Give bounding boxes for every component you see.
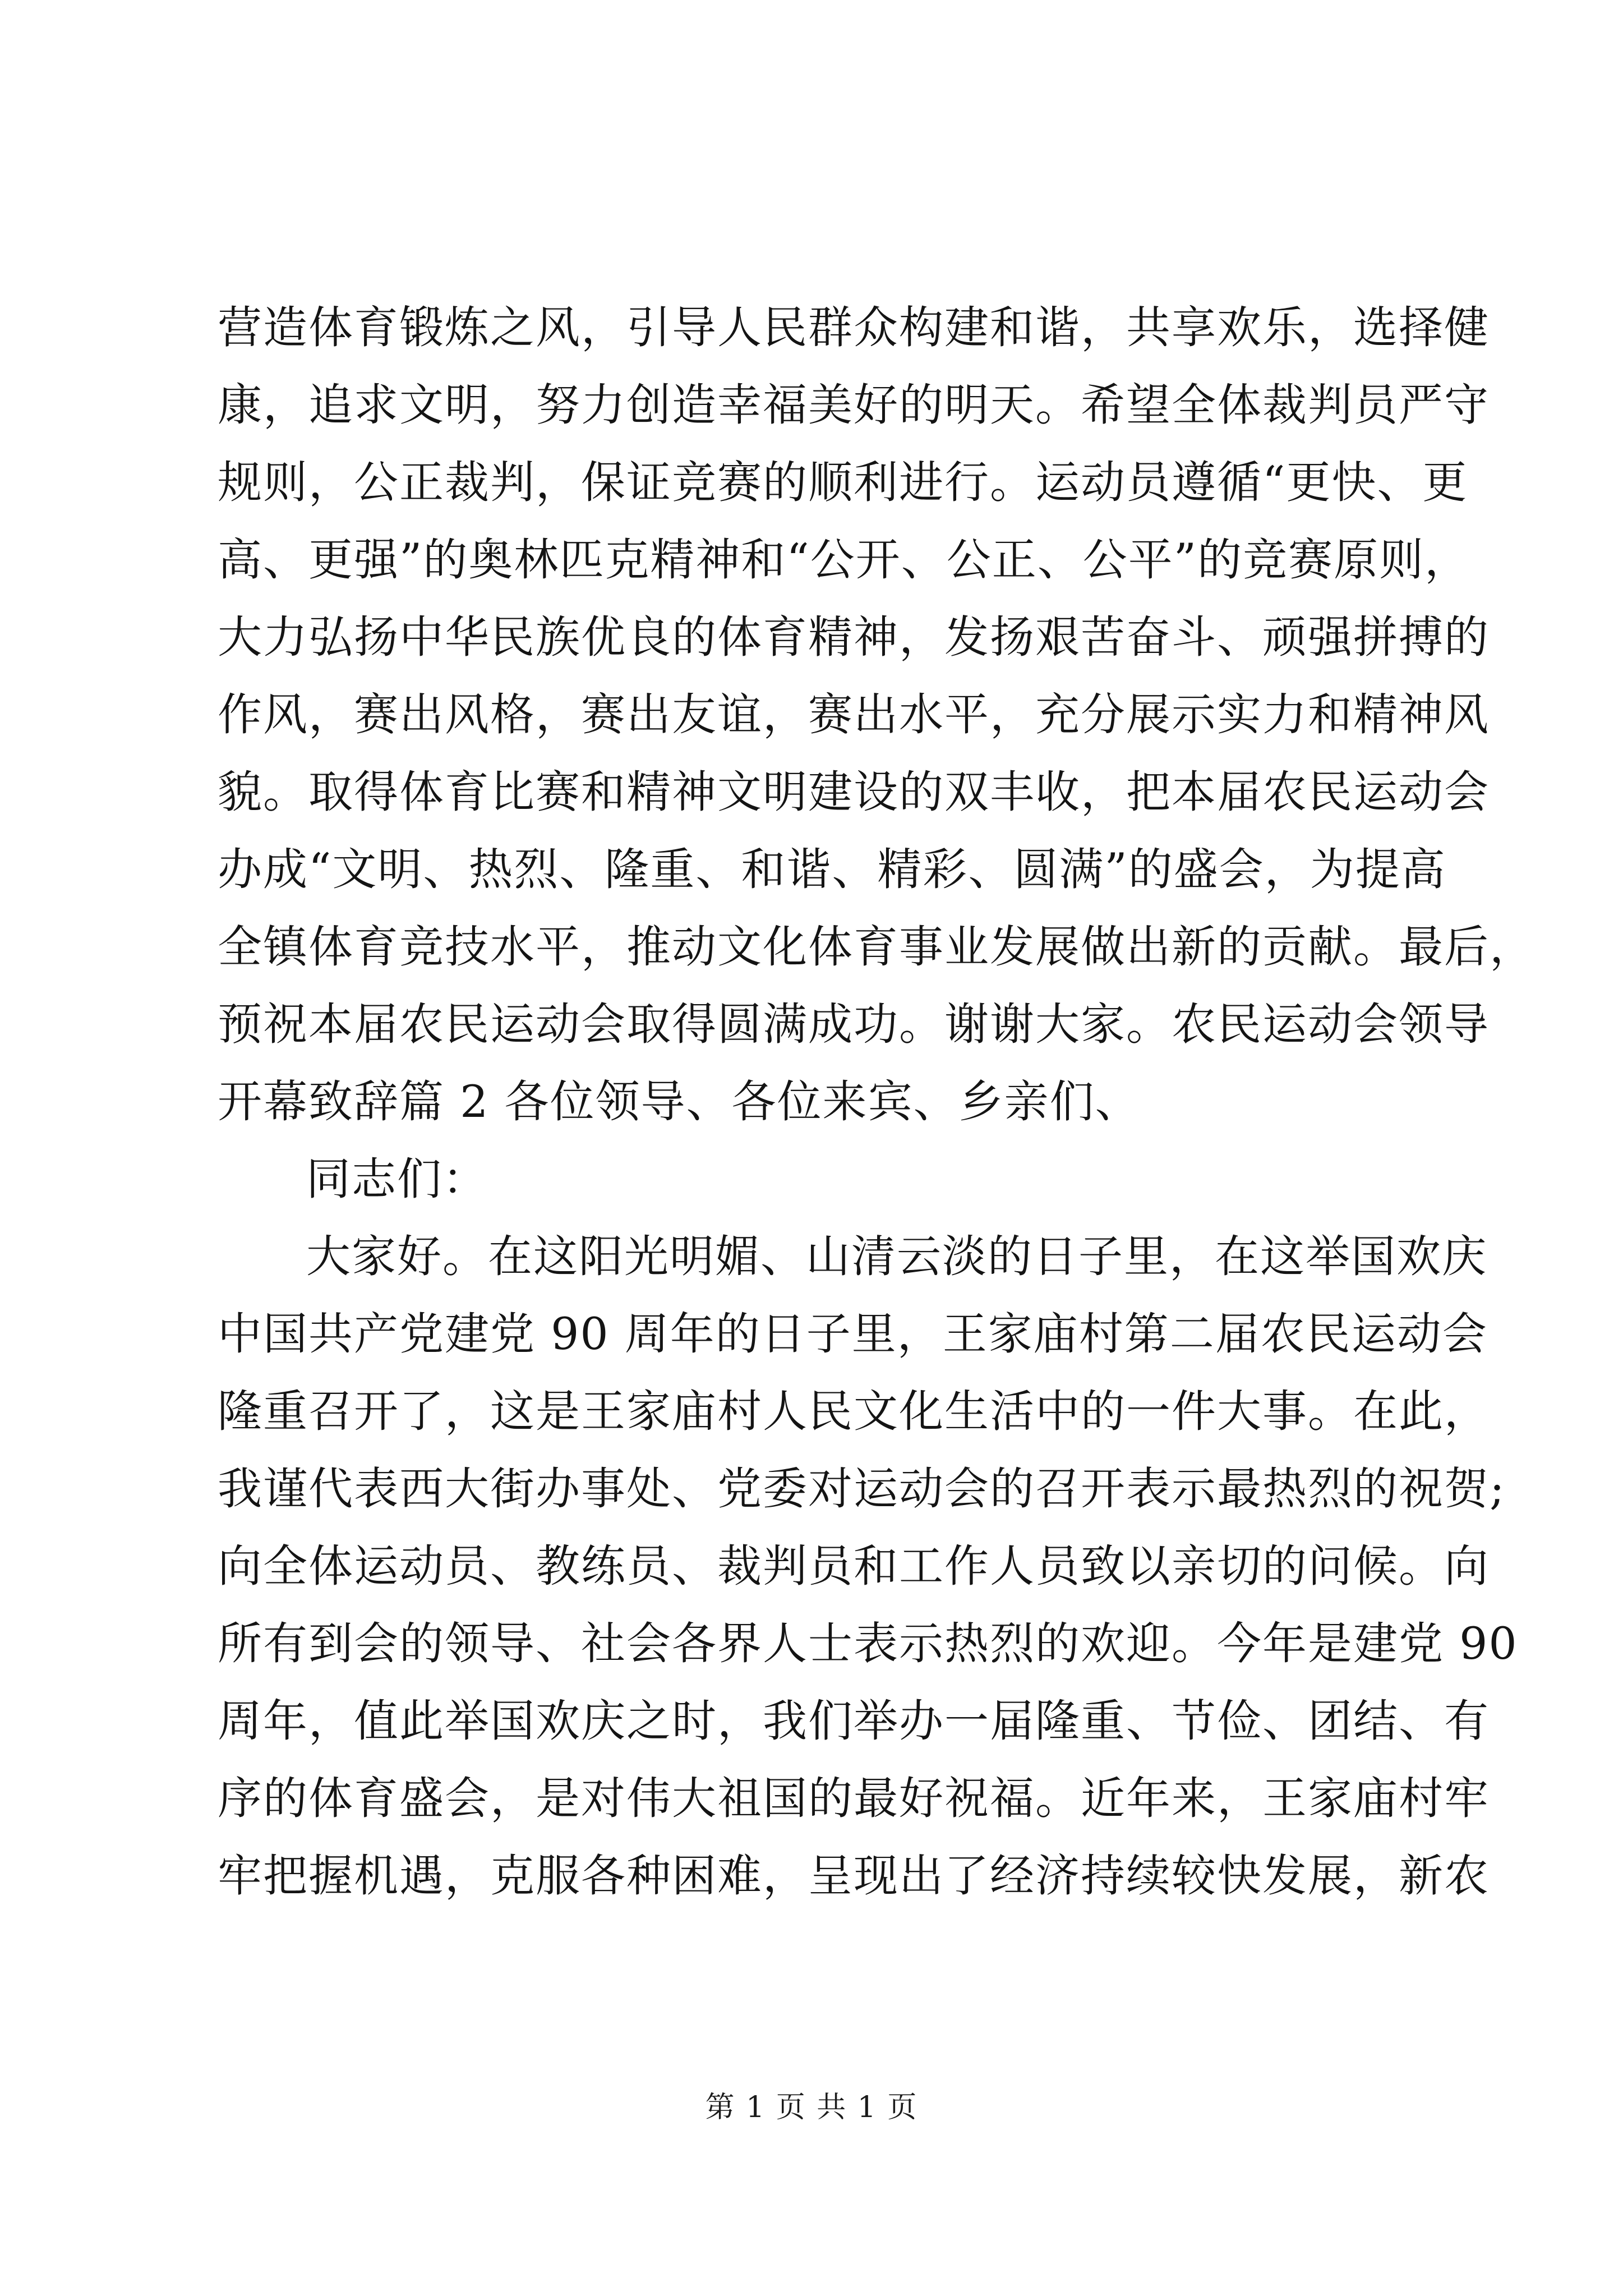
text-line: 大家好。在这阳光明媚、山清云淡的日子里，在这举国欢庆 [306,1231,1487,1282]
text-line: 作风，赛出风格，赛出友谊，赛出水平，充分展示实力和精神风 [218,689,1490,740]
paragraph-3 [218,1218,1518,1915]
text-line: 牢把握机遇，克服各种困难，呈现出了经济持续较快发展，新农 [218,1850,1490,1902]
paragraph-1 [218,289,1535,1140]
text-line: 隆重召开了，这是王家庙村人民文化生活中的一件大事。在此， [218,1386,1490,1437]
text-line: 办成“文明、热烈、隆重、和谐、精彩、圆满”的盛会，为提高 [218,844,1446,895]
text-line: 周年，值此举国欢庆之时，我们举办一届隆重、节俭、团结、有 [218,1695,1490,1747]
text-line: 中国共产党建党 90 周年的日子里，王家庙村第二届农民运动会 [218,1308,1488,1360]
document-body [218,289,1535,1915]
text-line: 预祝本届农民运动会取得圆满成功。谢谢大家。农民运动会领导 [218,999,1490,1050]
text-line: 向全体运动员、教练员、裁判员和工作人员致以亲切的问候。向 [218,1540,1490,1592]
text-line: 序的体育盛会，是对伟大祖国的最好祝福。近年来，王家庙村牢 [218,1773,1490,1824]
text-line: 开幕致辞篇 2 各位领导、各位来宾、乡亲们、 [218,1076,1141,1128]
paragraph-2 [218,1140,1423,1218]
text-line: 貌。取得体育比赛和精神文明建设的双丰收，把本届农民运动会 [218,766,1490,818]
text-line: 全镇体育竞技水平，推动文化体育事业发展做出新的贡献。最后， [218,921,1535,973]
text-line: 营造体育锻炼之风，引导人民群众构建和谐，共享欢乐，选择健 [218,302,1490,353]
text-line: 高、更强”的奥林匹克精神和“公开、公正、公平”的竞赛原则， [218,534,1470,586]
text-line: 大力弘扬中华民族优良的体育精神，发扬艰苦奋斗、顽强拼搏的 [218,611,1490,663]
text-line: 规则，公正裁判，保证竞赛的顺利进行。运动员遵循“更快、更 [218,457,1468,508]
page-footer: 第 1 页 共 1 页 [705,2091,918,2124]
text-line: 所有到会的领导、社会各界人士表示热烈的欢迎。今年是建党 90 [218,1618,1518,1669]
text-line: 同志们： [306,1153,488,1205]
text-line: 我谨代表西大街办事处、党委对运动会的召开表示最热烈的祝贺; [218,1463,1506,1515]
text-line: 康，追求文明，努力创造幸福美好的明天。希望全体裁判员严守 [218,379,1490,431]
